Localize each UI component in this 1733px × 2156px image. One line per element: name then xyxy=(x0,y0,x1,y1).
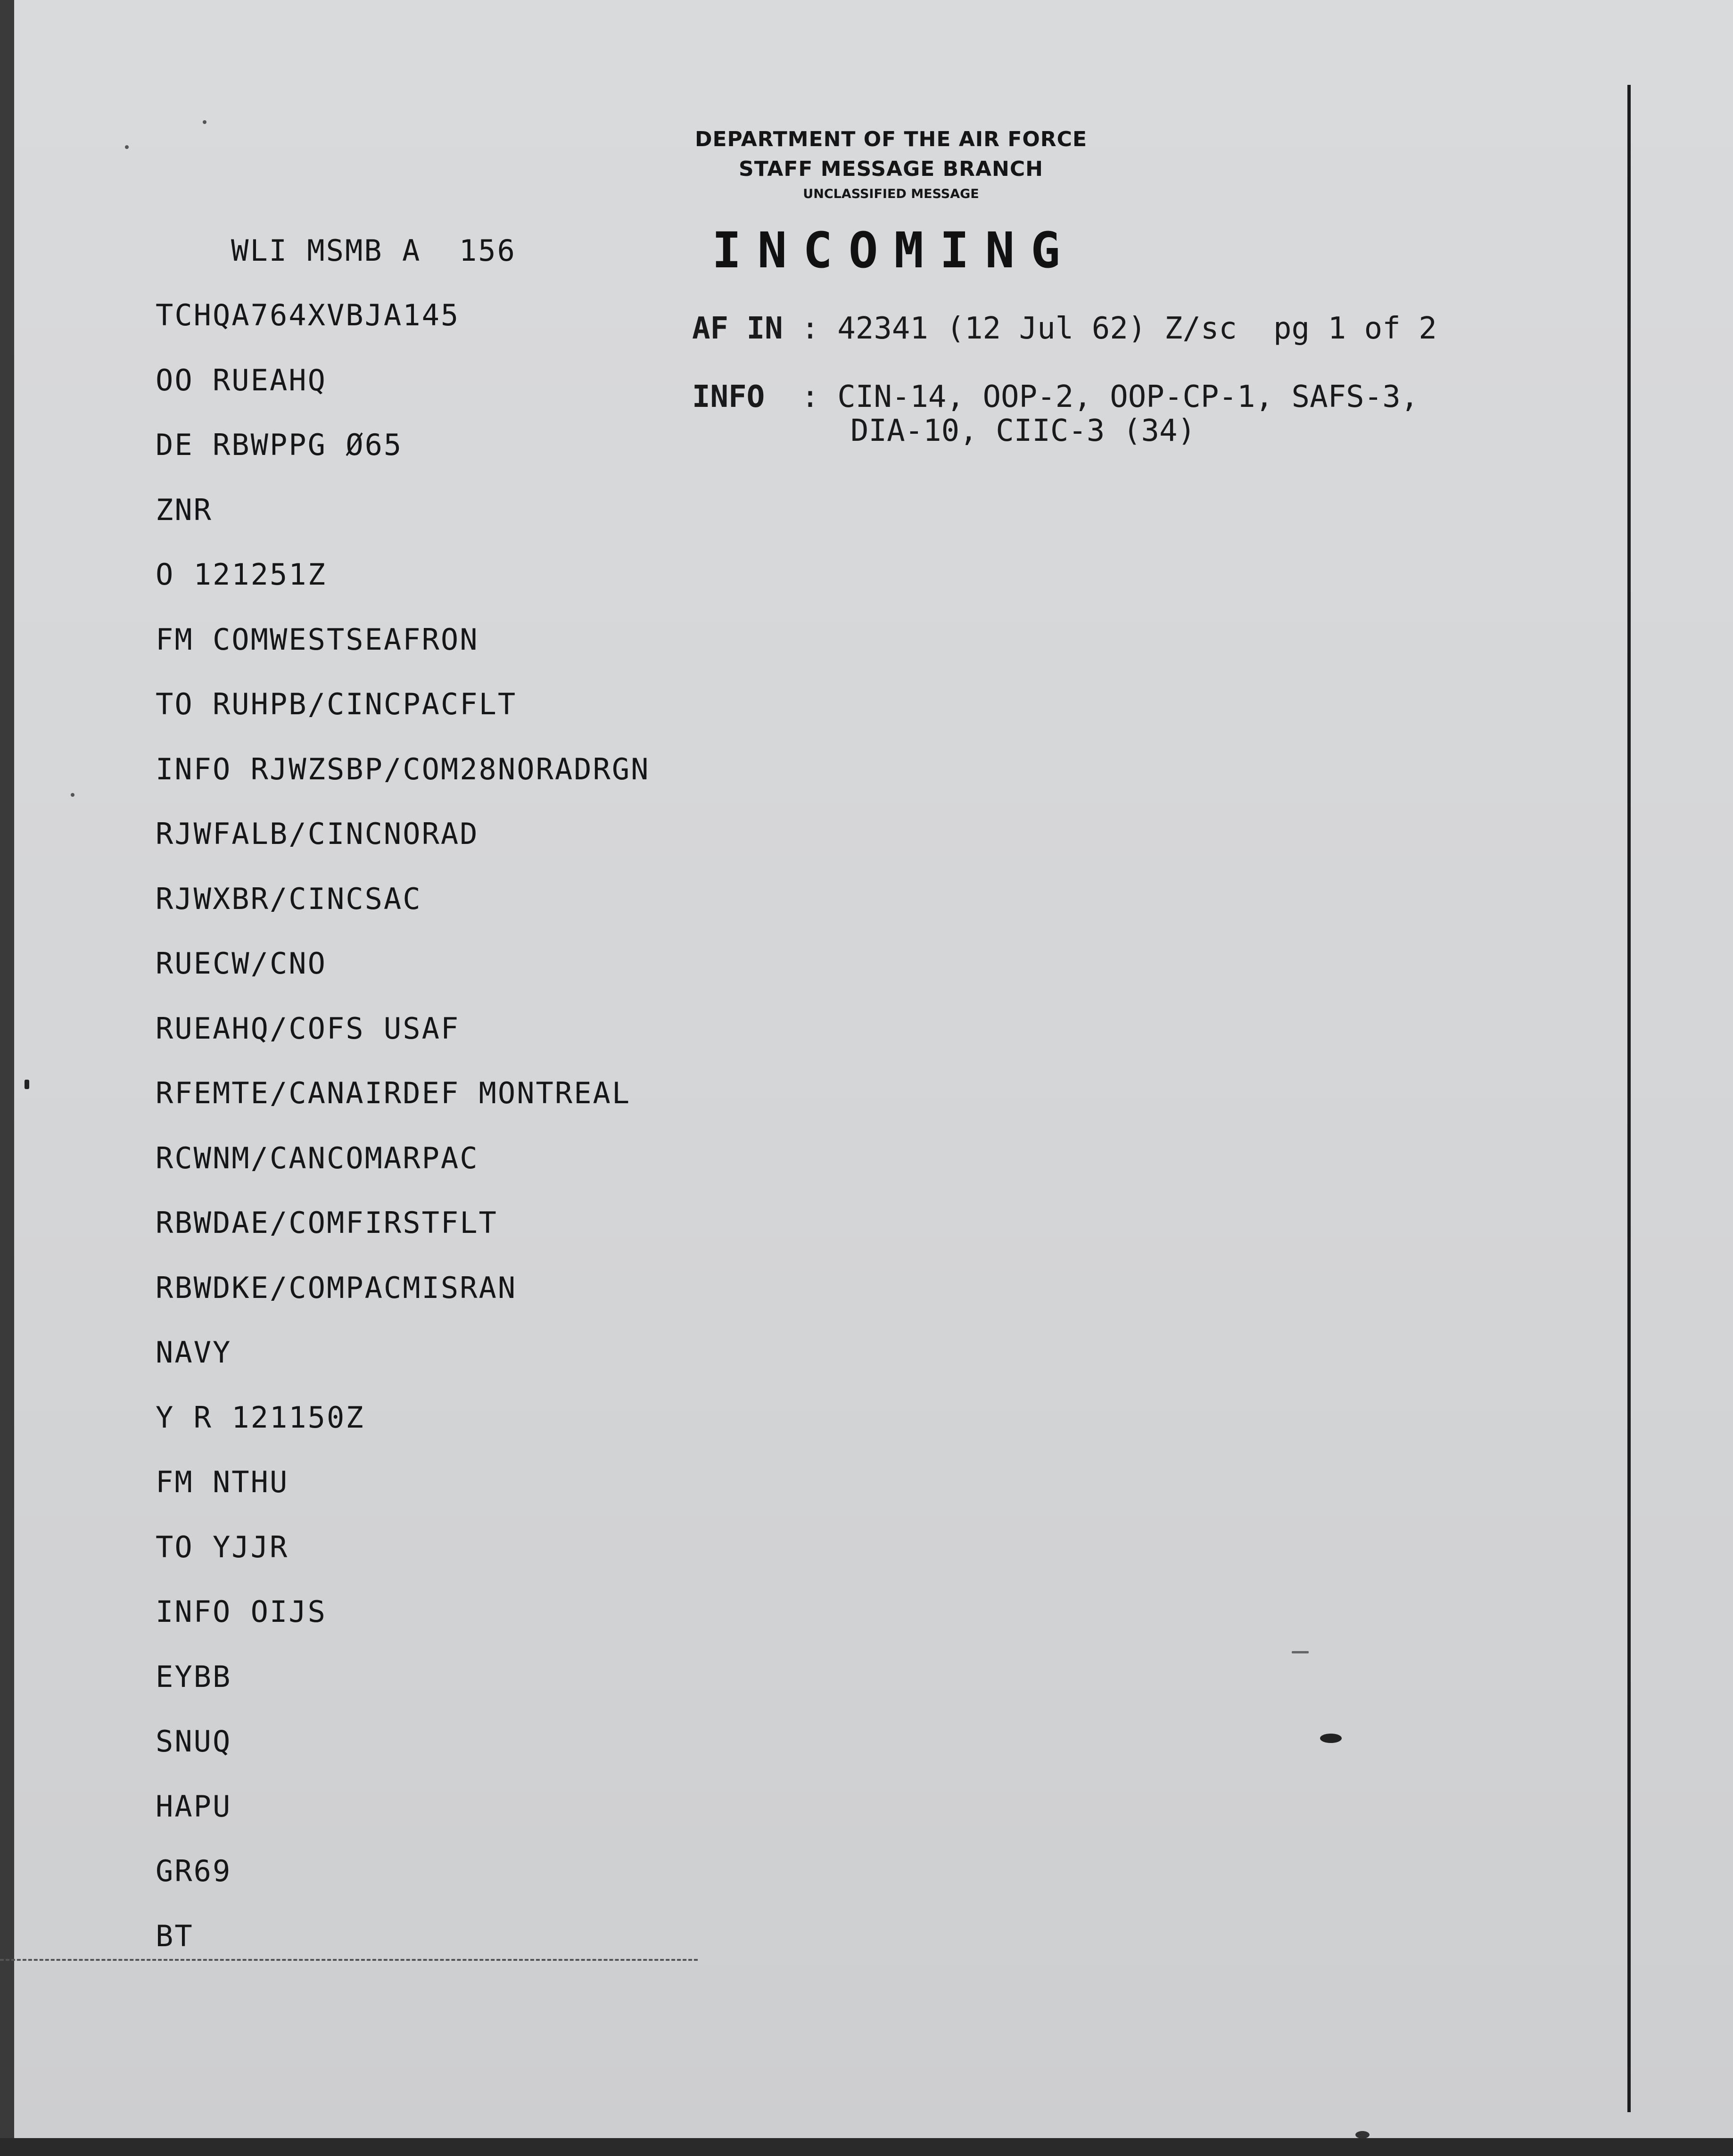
info-line-1: CIN-14, OOP-2, OOP-CP-1, SAFS-3, xyxy=(837,380,1419,414)
routing-line: TO RUHPB/CINCPACFLT xyxy=(156,687,517,721)
info-label: INFO xyxy=(692,380,765,414)
routing-line: O 121251Z xyxy=(156,557,327,592)
ink-speck xyxy=(1355,2131,1370,2139)
routing-line: RJWFALB/CINCNORAD xyxy=(156,817,479,851)
af-in-label: AF IN xyxy=(692,311,783,346)
ink-speck xyxy=(1292,1651,1309,1653)
classification-label: UNCLASSIFIED MESSAGE xyxy=(803,187,979,201)
margin-rule xyxy=(1627,85,1631,2112)
routing-line: EYBB xyxy=(156,1660,232,1694)
message-header xyxy=(679,127,1103,201)
routing-line: Y R 121150Z xyxy=(156,1400,365,1435)
routing-line: FM NTHU xyxy=(156,1465,289,1499)
ink-speck xyxy=(203,120,206,124)
routing-line: TCHQA764XVBJA145 xyxy=(156,298,460,332)
routing-line: NAVY xyxy=(156,1335,232,1370)
routing-line: WLI MSMB A 156 xyxy=(231,233,516,268)
af-in-separator: : xyxy=(801,311,819,346)
routing-line: RFEMTE/CANAIRDEF MONTREAL xyxy=(156,1076,631,1110)
tear-line xyxy=(0,1959,698,1961)
routing-line: HAPU xyxy=(156,1789,232,1824)
routing-line: TO YJJR xyxy=(156,1530,289,1564)
routing-line: INFO OIJS xyxy=(156,1594,327,1629)
ink-speck xyxy=(25,1080,29,1089)
routing-line: OO RUEAHQ xyxy=(156,363,327,397)
routing-line: SNUQ xyxy=(156,1724,232,1759)
scan-border-bottom xyxy=(0,2138,1733,2156)
routing-line: RUECW/CNO xyxy=(156,946,327,981)
ink-blot xyxy=(1320,1734,1342,1743)
branch-title: STAFF MESSAGE BRANCH xyxy=(739,157,1043,181)
ink-speck xyxy=(71,793,74,797)
routing-line: GR69 xyxy=(156,1854,232,1888)
scan-border-left xyxy=(0,0,14,2156)
routing-line: RJWXBR/CINCSAC xyxy=(156,882,422,916)
info-distribution xyxy=(692,380,1419,448)
ink-speck xyxy=(125,145,129,149)
routing-line: INFO RJWZSBP/COM28NORADRGN xyxy=(156,752,650,786)
info-separator: : xyxy=(801,380,819,414)
department-title: DEPARTMENT OF THE AIR FORCE xyxy=(694,127,1088,151)
af-in-line xyxy=(692,311,1437,346)
routing-line: RBWDKE/COMPACMISRAN xyxy=(156,1271,517,1305)
routing-line: RUEAHQ/COFS USAF xyxy=(156,1011,460,1046)
routing-line: ZNR xyxy=(156,493,213,527)
routing-line: FM COMWESTSEAFRON xyxy=(156,622,479,657)
routing-line: RBWDAE/COMFIRSTFLT xyxy=(156,1206,498,1240)
incoming-stamp: INCOMING xyxy=(712,222,1076,279)
routing-line: BT xyxy=(156,1919,194,1953)
routing-line: DE RBWPPG Ø65 xyxy=(156,428,403,462)
info-line-2: DIA-10, CIIC-3 (34) xyxy=(850,413,1196,448)
af-in-value: 42341 (12 Jul 62) Z/sc pg 1 of 2 xyxy=(837,311,1437,346)
routing-line: RCWNM/CANCOMARPAC xyxy=(156,1141,479,1175)
